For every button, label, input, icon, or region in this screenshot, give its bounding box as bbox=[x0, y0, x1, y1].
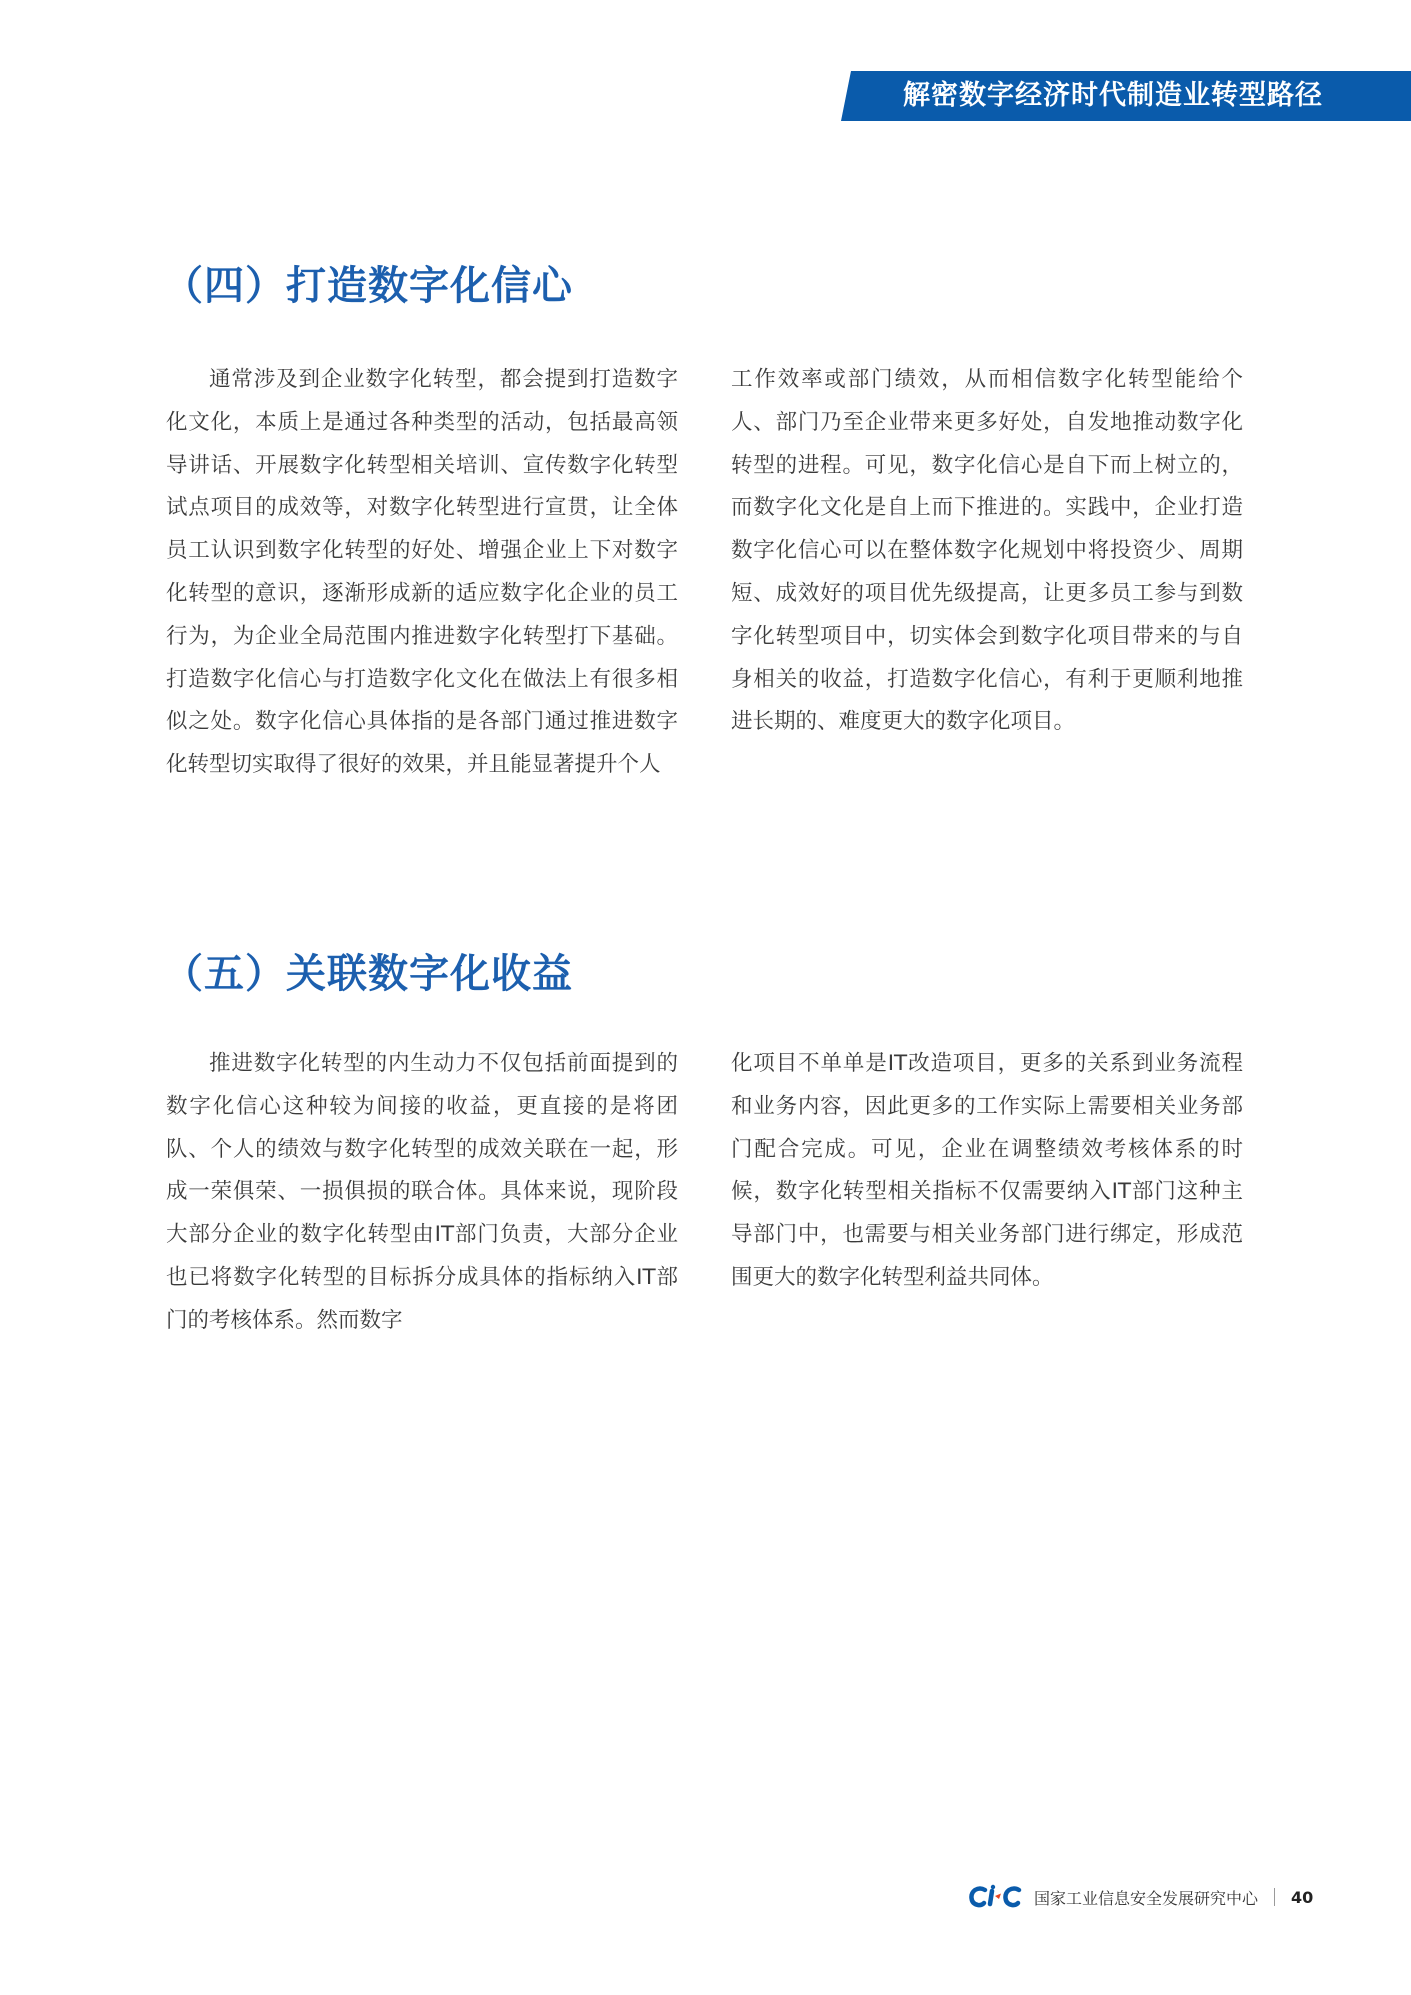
cic-logo-icon bbox=[968, 1884, 1024, 1910]
paragraph: 工作效率或部门绩效，从而相信数字化转型能给个人、部门乃至企业带来更多好处，自发地推动数字化转型的进程。可见，数字化信心是自下而上树立的，而数字化文化是自上而下推进的。实践中，企业打造数字化信心可以在整体数字化规划中将投资少、周期短、成效好的项目优先级提高，让更多员工参与到数字化转型项目中，切实体会到数字化项目带来的与自身相关的收益，打造数字化信心，有利于更顺利地推进长期的、难度更大的数字化项目。 bbox=[731, 367, 1243, 735]
section-5-left-column bbox=[166, 1043, 678, 1343]
section-title-4: （四）打造数字化信心 bbox=[163, 263, 573, 309]
section-4-right-column bbox=[731, 359, 1243, 744]
footer-divider bbox=[1274, 1888, 1275, 1906]
cic-logo bbox=[968, 1884, 1024, 1910]
paragraph: 推进数字化转型的内生动力不仅包括前面提到的数字化信心这种较为间接的收益，更直接的是将团队、个人的绩效与数字化转型的成效关联在一起，形成一荣俱荣、一损俱损的联合体。具体来说，现阶段大部分企业的数字化转型由IT部门负责，大部分企业也已将数字化转型的目标拆分成具体的指标纳入IT部门的考核体系。然而数字 bbox=[166, 1051, 678, 1333]
paragraph: 化项目不单单是IT改造项目，更多的关系到业务流程和业务内容，因此更多的工作实际上需要相关业务部门配合完成。可见，企业在调整绩效考核体系的时候，数字化转型相关指标不仅需要纳入IT部门这种主导部门中，也需要与相关业务部门进行绑定，形成范围更大的数字化转型利益共同体。 bbox=[731, 1051, 1243, 1290]
footer-org-name: 国家工业信息安全发展研究中心 bbox=[1034, 1888, 1259, 1908]
header-banner bbox=[841, 71, 1411, 121]
page-number: 40 bbox=[1291, 1887, 1314, 1907]
footer bbox=[968, 1880, 1313, 1914]
header-title: 解密数字经济时代制造业转型路径 bbox=[903, 80, 1323, 111]
section-4-left-column bbox=[166, 359, 678, 787]
section-title-5: （五）关联数字化收益 bbox=[163, 951, 573, 997]
section-5-right-column bbox=[731, 1043, 1243, 1300]
paragraph: 通常涉及到企业数字化转型，都会提到打造数字化文化，本质上是通过各种类型的活动，包括最高领导讲话、开展数字化转型相关培训、宣传数字化转型试点项目的成效等，对数字化转型进行宣贯，让全体员工认识到数字化转型的好处、增强企业上下对数字化转型的意识，逐渐形成新的适应数字化企业的员工行为，为企业全局范围内推进数字化转型打下基础。打造数字化信心与打造数字化文化在做法上有很多相似之处。数字化信心具体指的是各部门通过推进数字化转型切实取得了很好的效果，并且能显著提升个人 bbox=[166, 367, 678, 778]
